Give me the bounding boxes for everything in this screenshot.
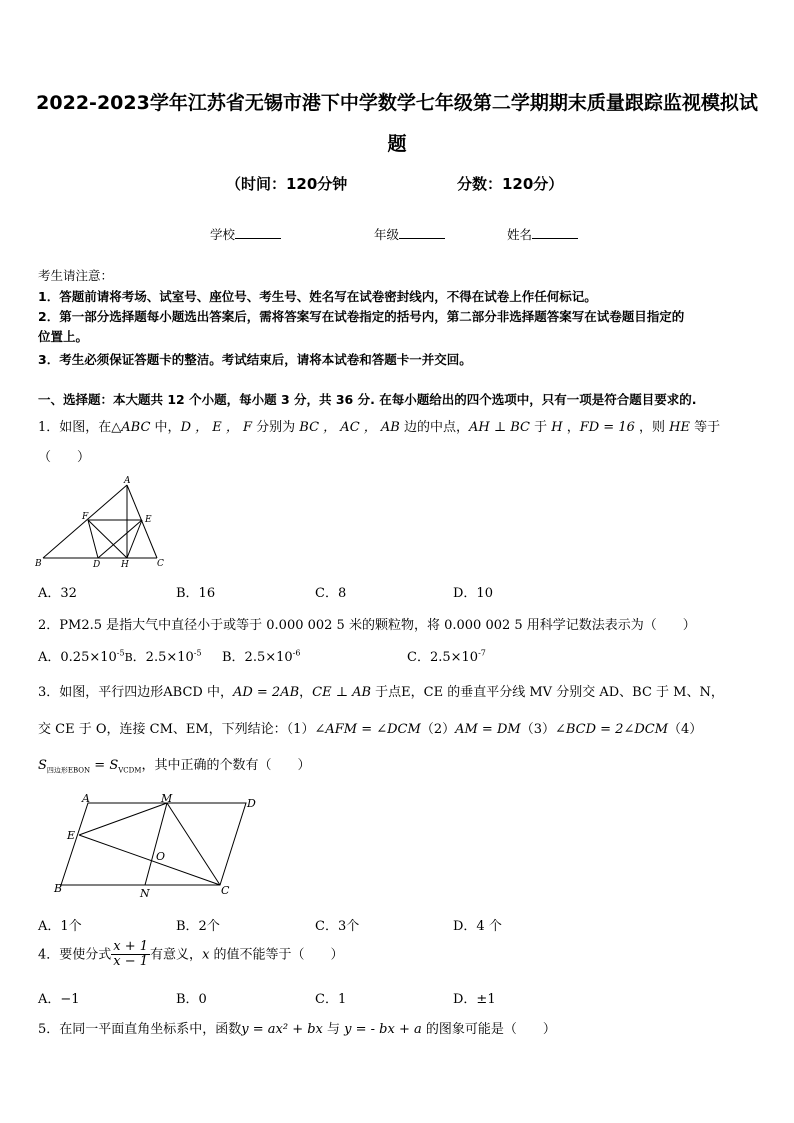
q4-option-b[interactable]: B．0 <box>176 992 207 1007</box>
question-3-figure <box>48 792 268 902</box>
label-N: N <box>140 887 150 900</box>
fraction: $\frac{x + 1}{x - 1}$ <box>113 939 149 970</box>
notice-heading: 考生请注意： <box>38 268 114 283</box>
q3-option-c[interactable]: C．3个 <box>315 919 360 934</box>
label-E: E <box>145 515 152 525</box>
school-label: 学校 <box>210 227 236 242</box>
notice-item: 1．答题前请将考场、试室号、座位号、考生号、姓名写在试卷密封线内，不得在试卷上作任何标记。 <box>38 289 597 304</box>
q1-option-b[interactable]: B．16 <box>176 586 216 601</box>
notice-item: 3．考生必须保证答题卡的整洁。考试结束后，请将本试卷和答题卡一并交回。 <box>38 352 472 367</box>
label-D: D <box>93 560 101 570</box>
q4-option-d[interactable]: D．±1 <box>453 992 496 1007</box>
label-H: H <box>121 560 129 570</box>
question-2-text: 2．PM2.5 是指大气中直径小于或等于 0.000 002 5 米的颗粒物，将 0.000 002 5 用科学记数法表示为（ ） <box>38 618 696 633</box>
question-3-line2: 交 CE 于 O，连接 CM、EM，下列结论：（1）∠AFM = ∠DCM（2）AM = DM（3）∠BCD = 2∠DCM（4） <box>38 722 703 737</box>
grade-field[interactable] <box>374 225 445 243</box>
question-3-line1: 3．如图，平行四边形ABCD 中，AD = 2AB，CE ⊥ AB 于点E，CE 的垂直平分线 MV 分别交 AD、BC 于 M、N， <box>38 685 724 700</box>
question-1-paren: （ ） <box>38 450 91 465</box>
label-C: C <box>157 559 164 569</box>
question-1-text: 1．如图，在△ABC 中，D ， E ， F 分别为 BC ， AC ， AB 边的中点，AH ⊥ BC 于 H ，FD = 16 ，则 HE 等于 <box>38 420 721 435</box>
label-E: E <box>67 829 76 842</box>
name-field[interactable] <box>507 225 578 243</box>
q4-option-a[interactable]: A．−1 <box>38 992 80 1007</box>
label-A: A <box>82 792 90 805</box>
question-1-figure <box>35 475 170 570</box>
question-5-text: 5．在同一平面直角坐标系中，函数y = ax² + bx 与 y = - bx + a 的图象可能是（ ） <box>38 1022 556 1037</box>
page-title-cont: 题 <box>387 133 407 155</box>
q2-option-a[interactable]: A．$0.25\times 10^{-5}B$．$2.5\times 10^{-5}$ <box>38 648 202 665</box>
name-label: 姓名 <box>507 227 533 242</box>
page-title: 2022-2023学年江苏省无锡市港下中学数学七年级第二学期期末质量跟踪监视模拟试 <box>36 92 758 114</box>
label-F: F <box>82 512 89 522</box>
label-B: B <box>54 882 63 895</box>
label-D: D <box>247 797 256 810</box>
score-label: 分数：120分） <box>457 175 564 193</box>
q3-option-b[interactable]: B．2个 <box>176 919 220 934</box>
question-4-text: 4．要使分式 $\frac{x + 1}{x - 1}$ 有意义，x 的值不能等于（ ） <box>38 939 344 970</box>
q1-option-d[interactable]: D．10 <box>453 586 493 601</box>
label-O: O <box>156 850 166 863</box>
label-A: A <box>124 476 131 486</box>
grade-label: 年级 <box>374 227 400 242</box>
q2-option-b[interactable]: B．$2.5\times 10^{-6}$ <box>222 648 301 665</box>
label-B: B <box>35 559 42 569</box>
q1-option-c[interactable]: C．8 <box>315 586 347 601</box>
label-M: M <box>161 792 173 805</box>
q3-option-d[interactable]: D．4 个 <box>453 919 502 934</box>
section-heading: 一、选择题：本大题共 12 个小题，每小题 3 分，共 36 分. 在每小题给出的四个选项中，只有一项是符合题目要求的. <box>38 392 697 407</box>
question-3-line3: $S_{四边形EBON} = S_{VCDM}$，其中正确的个数有（ ） <box>38 758 311 775</box>
label-C: C <box>221 884 230 897</box>
q1-option-a[interactable]: A．32 <box>38 586 77 601</box>
time-label: （时间：120分钟 <box>226 175 348 193</box>
notice-item: 位置上。 <box>38 329 89 344</box>
school-field[interactable] <box>210 225 281 243</box>
q2-option-c[interactable]: C．$2.5\times 10^{-7}$ <box>407 648 486 665</box>
notice-item: 2．第一部分选择题每小题选出答案后，需将答案写在试卷指定的括号内，第二部分非选择题答案写在试卷题目指定的 <box>38 309 685 324</box>
q3-option-a[interactable]: A．1个 <box>38 919 82 934</box>
q4-option-c[interactable]: C．1 <box>315 992 347 1007</box>
